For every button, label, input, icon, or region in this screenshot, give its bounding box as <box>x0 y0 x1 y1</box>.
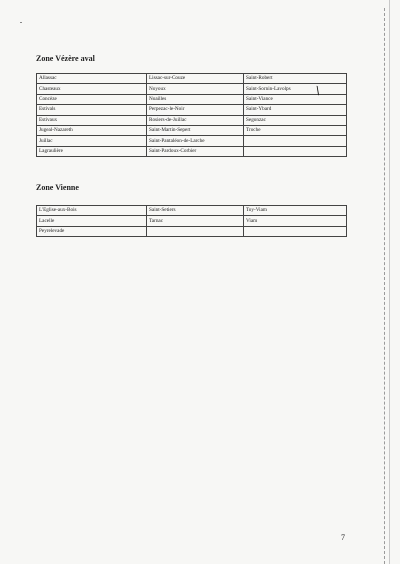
commune-cell: Lagraulière <box>37 146 147 156</box>
commune-cell: Saint-Robert <box>244 74 347 84</box>
scan-edge-line <box>389 0 390 564</box>
table-row <box>37 146 347 156</box>
table-row <box>37 136 347 146</box>
handwritten-mark: \ <box>315 83 321 98</box>
commune-cell: Saint-Setiers <box>147 206 244 216</box>
table-row <box>37 125 347 135</box>
commune-cell: Toy-Viam <box>244 206 347 216</box>
scan-speck <box>20 22 22 23</box>
commune-cell: Saint-Ybard <box>244 105 347 115</box>
commune-cell: Rosiers-de-Juillac <box>147 115 244 125</box>
table-row <box>37 226 347 236</box>
commune-cell: Chasteaux <box>37 84 147 94</box>
table-row <box>37 84 347 94</box>
commune-cell: L'Eglise-aux-Bois <box>37 206 147 216</box>
zone-title-vezere-aval: Zone Vézère aval <box>36 54 95 63</box>
commune-cell: Saint-Martin-Sepert <box>147 125 244 135</box>
commune-cell: Jugeal-Nazareth <box>37 125 147 135</box>
commune-cell: Allassac <box>37 74 147 84</box>
commune-cell: Estivals <box>37 105 147 115</box>
commune-cell: Estivaux <box>37 115 147 125</box>
table-row <box>37 206 347 216</box>
commune-cell: Saint-Pantaléon-de-Larche <box>147 136 244 146</box>
commune-cell: Saint-Viance <box>244 94 347 104</box>
commune-cell: Viam <box>244 216 347 226</box>
commune-cell: Lissac-sur-Couze <box>147 74 244 84</box>
table-row <box>37 74 347 84</box>
commune-cell <box>244 146 347 156</box>
table-row <box>37 105 347 115</box>
commune-cell: Peyrelevade <box>37 226 147 236</box>
zone-title-vienne: Zone Vienne <box>36 183 79 192</box>
commune-cell: Perpezac-le-Noir <box>147 105 244 115</box>
commune-cell: Troche <box>244 125 347 135</box>
zone-table-vezere-aval <box>36 73 347 157</box>
zone-table-vienne <box>36 205 347 237</box>
commune-cell: Saint-Pardoux-Corbier <box>147 146 244 156</box>
scan-edge-dashed <box>384 8 385 564</box>
commune-cell <box>244 136 347 146</box>
commune-cell: Segonzac <box>244 115 347 125</box>
commune-cell: Lacelle <box>37 216 147 226</box>
commune-cell: Noyoux <box>147 84 244 94</box>
commune-cell: Saint-Sornin-Lavolps <box>244 84 347 94</box>
table-row <box>37 115 347 125</box>
commune-cell: Tarnac <box>147 216 244 226</box>
page-number: 7 <box>341 533 345 542</box>
commune-cell <box>244 226 347 236</box>
table-row <box>37 94 347 104</box>
table-row <box>37 216 347 226</box>
commune-cell: Juillac <box>37 136 147 146</box>
commune-cell: Concèze <box>37 94 147 104</box>
commune-cell: Noailles <box>147 94 244 104</box>
commune-cell <box>147 226 244 236</box>
